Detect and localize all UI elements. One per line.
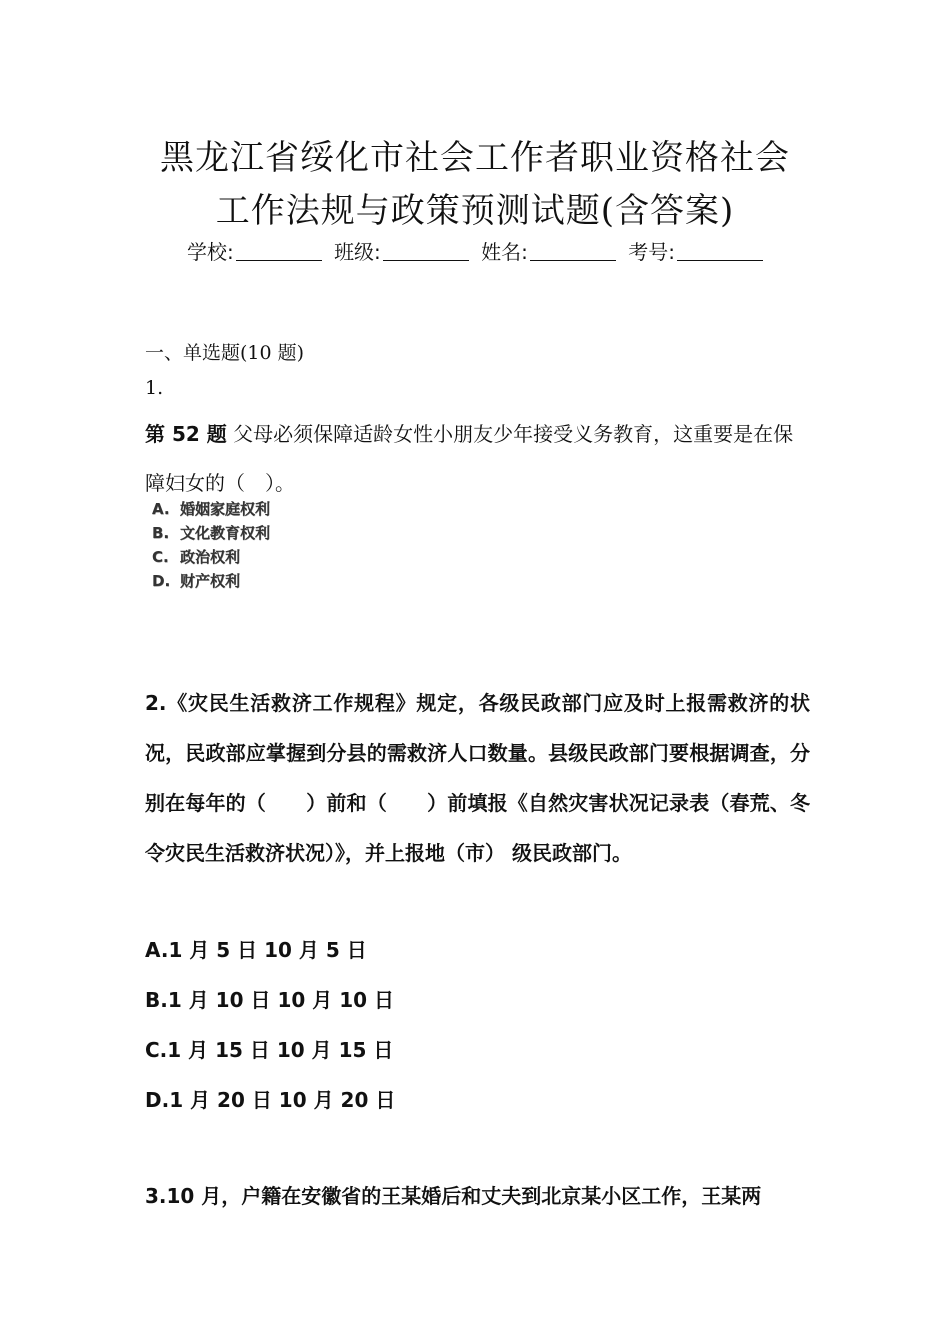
school-field xyxy=(187,236,322,265)
name-field xyxy=(481,236,616,265)
question-2-option-b: B.1 月 10 日 10 月 10 日 xyxy=(145,988,394,1012)
option-letter: D. xyxy=(152,572,171,590)
exam-number-label: 考号: xyxy=(628,240,676,264)
question-1-text xyxy=(145,410,810,508)
question-2-option-a: A.1 月 5 日 10 月 5 日 xyxy=(145,938,367,962)
section-heading: 一、单选题(10 题) xyxy=(145,342,305,364)
document-title-line-2: 工作法规与政策预测试题(含答案) xyxy=(215,191,735,231)
question-1-prefix: 第 52 题 xyxy=(145,422,227,446)
question-2-option-d: D.1 月 20 日 10 月 20 日 xyxy=(145,1088,396,1112)
question-1-body: 父母必须保障适龄女性小朋友少年接受义务教育，这重要是在保障妇女的（ ）。 xyxy=(145,422,794,495)
question-1-option-c xyxy=(152,545,270,569)
question-1-option-b xyxy=(152,521,270,545)
option-text: 婚姻家庭权利 xyxy=(180,500,271,518)
question-1-option-a xyxy=(152,497,270,521)
option-letter: A. xyxy=(152,500,170,518)
option-text: 政治权利 xyxy=(180,548,241,566)
question-1-option-d xyxy=(152,569,270,593)
class-blank xyxy=(383,242,469,261)
question-2-text: 2.《灾民生活救济工作规程》规定，各级民政部门应及时上报需救济的状况，民政部应掌握到分县的需救济人口数量。县级民政部门要根据调查，分别在每年的（ ）前和（ ）前填报《自然灾害状况记录表（春荒、冬令灾民生活救济状况）》，并上报地（市） 级民政部门。 xyxy=(145,691,810,865)
option-letter: B. xyxy=(152,524,170,542)
name-blank xyxy=(530,242,616,261)
school-blank xyxy=(236,242,322,261)
question-2-option-c: C.1 月 15 日 10 月 15 日 xyxy=(145,1038,394,1062)
class-label: 班级: xyxy=(334,240,381,264)
student-info-row xyxy=(0,236,950,265)
option-text: 财产权利 xyxy=(180,572,241,590)
exam-number-blank xyxy=(677,242,763,261)
question-3-text: 3.10 月，户籍在安徽省的王某婚后和丈夫到北京某小区工作，王某两 xyxy=(145,1184,762,1208)
class-field xyxy=(334,236,469,265)
option-letter: C. xyxy=(152,548,169,566)
question-1-number: 1. xyxy=(145,377,164,399)
document-title-line-1: 黑龙江省绥化市社会工作者职业资格社会 xyxy=(160,138,790,178)
school-label: 学校: xyxy=(186,240,234,264)
exam-number-field xyxy=(628,236,763,265)
question-1-options xyxy=(152,497,270,593)
option-text: 文化教育权利 xyxy=(180,524,271,542)
name-label: 姓名: xyxy=(481,240,528,264)
